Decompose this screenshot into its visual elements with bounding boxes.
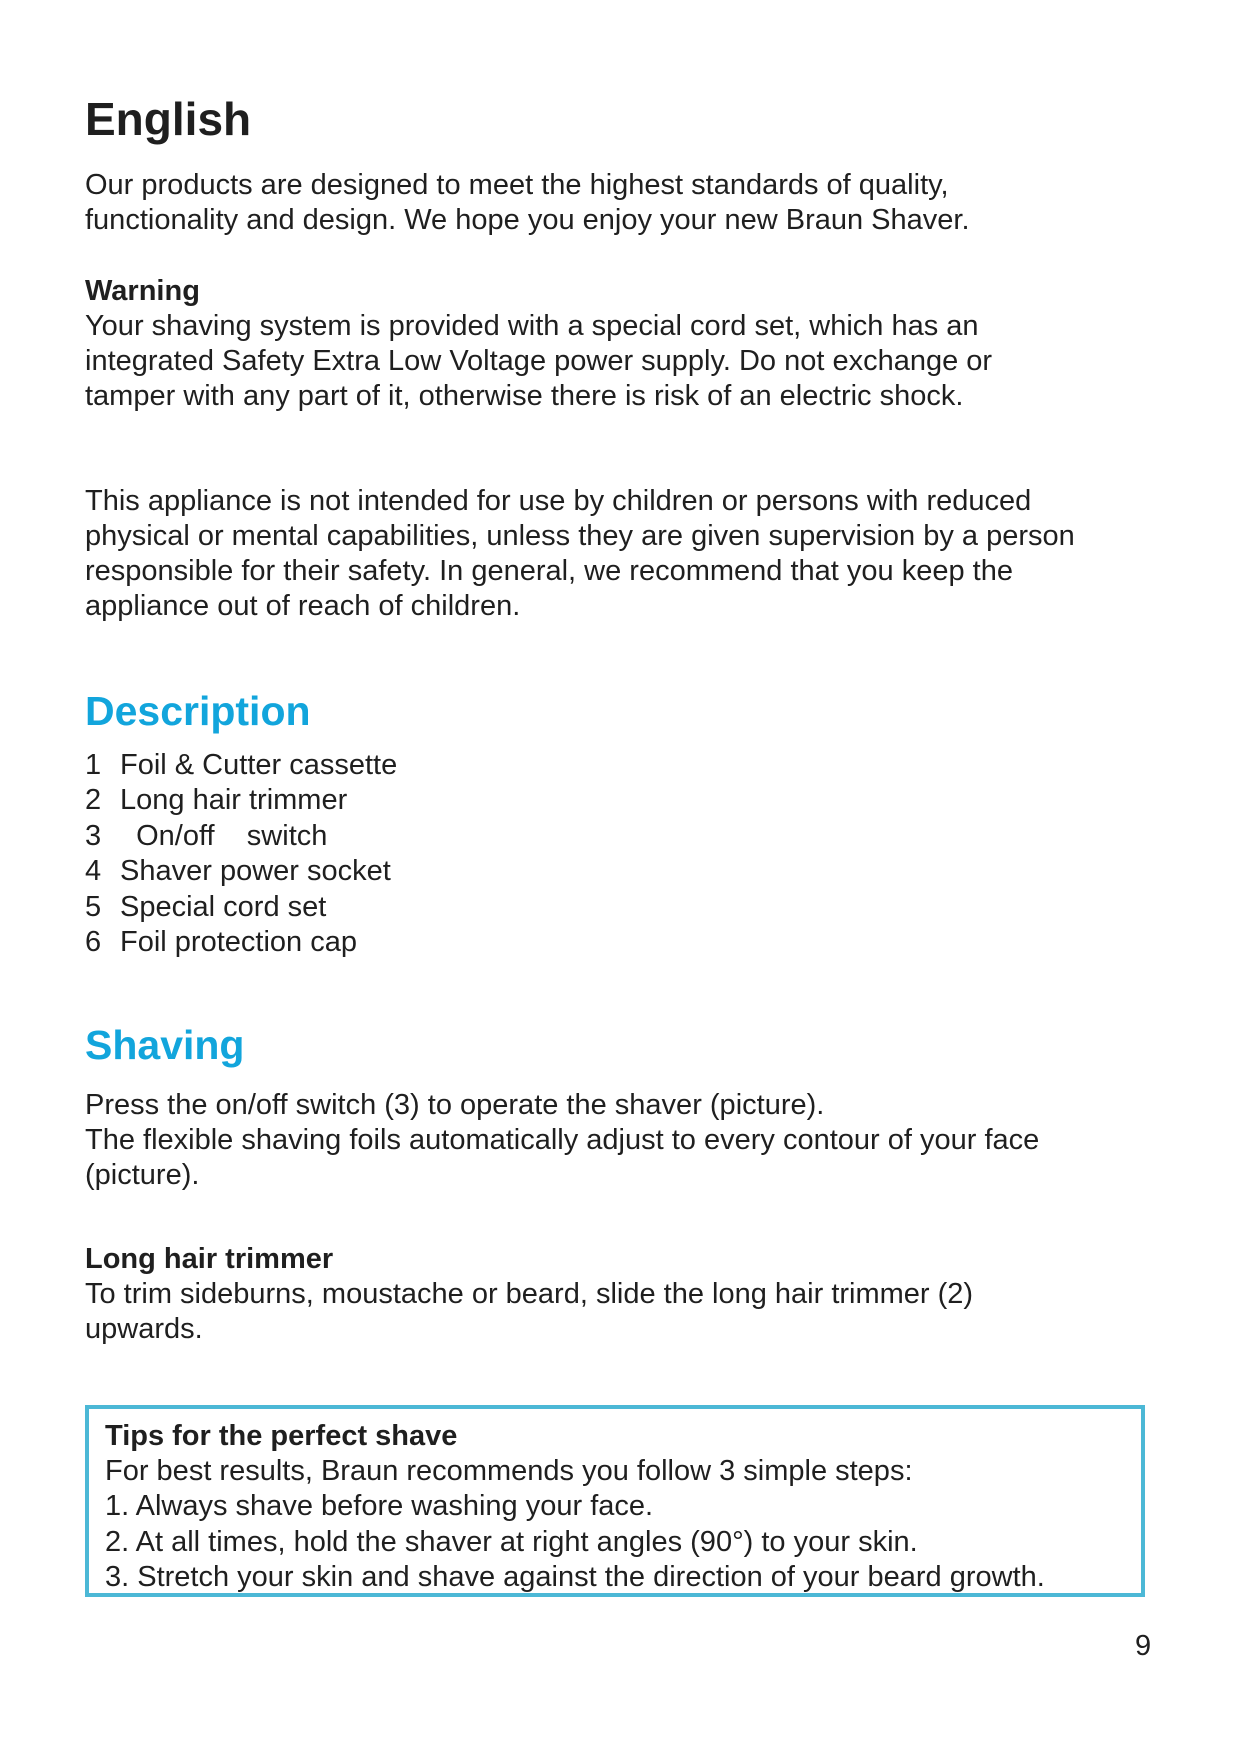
shaving-heading: Shaving [85, 1022, 245, 1068]
list-item [85, 890, 397, 925]
trimmer-section [85, 1242, 973, 1347]
tips-box [85, 1405, 1145, 1597]
shaving-line: Press the on/off switch (3) to operate the shaver (picture). [85, 1089, 825, 1121]
warning-heading: Warning [85, 275, 200, 307]
warning-paragraph-2 [85, 484, 1075, 624]
shaving-line: (picture). [85, 1159, 200, 1191]
warning-line: appliance out of reach of children. [85, 590, 521, 622]
list-item [85, 783, 397, 818]
intro-line: Our products are designed to meet the highest standards of quality, [85, 169, 949, 201]
tips-line: 2. At all times, hold the shaver at right angles (90°) to your skin. [105, 1525, 918, 1558]
description-list [85, 748, 397, 960]
page-number: 9 [1135, 1630, 1152, 1662]
item-label: Shaver power socket [120, 855, 391, 888]
item-number: 1 [85, 749, 102, 781]
trimmer-line: upwards. [85, 1313, 203, 1345]
item-number: 5 [85, 890, 102, 923]
item-label: Special cord set [120, 890, 327, 923]
warning-line: integrated Safety Extra Low Voltage power supply. Do not exchange or [85, 345, 993, 377]
warning-line: responsible for their safety. In general, we recommend that you keep the [85, 555, 1013, 587]
item-label: Long hair trimmer [120, 784, 348, 817]
tips-line: For best results, Braun recommends you follow 3 simple steps: [105, 1455, 913, 1487]
item-label: Foil & Cutter cassette [120, 749, 398, 781]
shaving-paragraph [85, 1088, 1039, 1193]
item-label: On/off switch [120, 819, 328, 852]
intro-line: functionality and design. We hope you enjoy your new Braun Shaver. [85, 204, 970, 236]
tips-heading: Tips for the perfect shave [105, 1420, 458, 1452]
item-number: 6 [85, 926, 102, 959]
warning-line: tamper with any part of it, otherwise there is risk of an electric shock. [85, 380, 964, 412]
trimmer-heading: Long hair trimmer [85, 1243, 334, 1275]
tips-line: 1. Always shave before washing your face. [105, 1490, 654, 1523]
warning-line: physical or mental capabilities, unless they are given supervision by a person [85, 520, 1075, 552]
warning-section [85, 274, 992, 414]
list-item [85, 819, 397, 854]
intro-paragraph [85, 168, 970, 238]
list-item [85, 854, 397, 889]
item-number: 2 [85, 784, 102, 817]
page-title: English [85, 93, 252, 145]
description-heading: Description [85, 688, 311, 734]
warning-line: This appliance is not intended for use by children or persons with reduced [85, 485, 1032, 517]
item-number: 4 [85, 855, 102, 888]
warning-line: Your shaving system is provided with a special cord set, which has an [85, 310, 979, 342]
trimmer-line: To trim sideburns, moustache or beard, slide the long hair trimmer (2) [85, 1278, 974, 1310]
list-item [85, 925, 397, 960]
list-item [85, 748, 397, 783]
item-label: Foil protection cap [120, 926, 357, 959]
tips-line: 3. Stretch your skin and shave against the direction of your beard growth. [105, 1561, 1045, 1594]
shaving-line: The flexible shaving foils automatically adjust to every contour of your face [85, 1124, 1040, 1156]
item-number: 3 [85, 819, 102, 852]
